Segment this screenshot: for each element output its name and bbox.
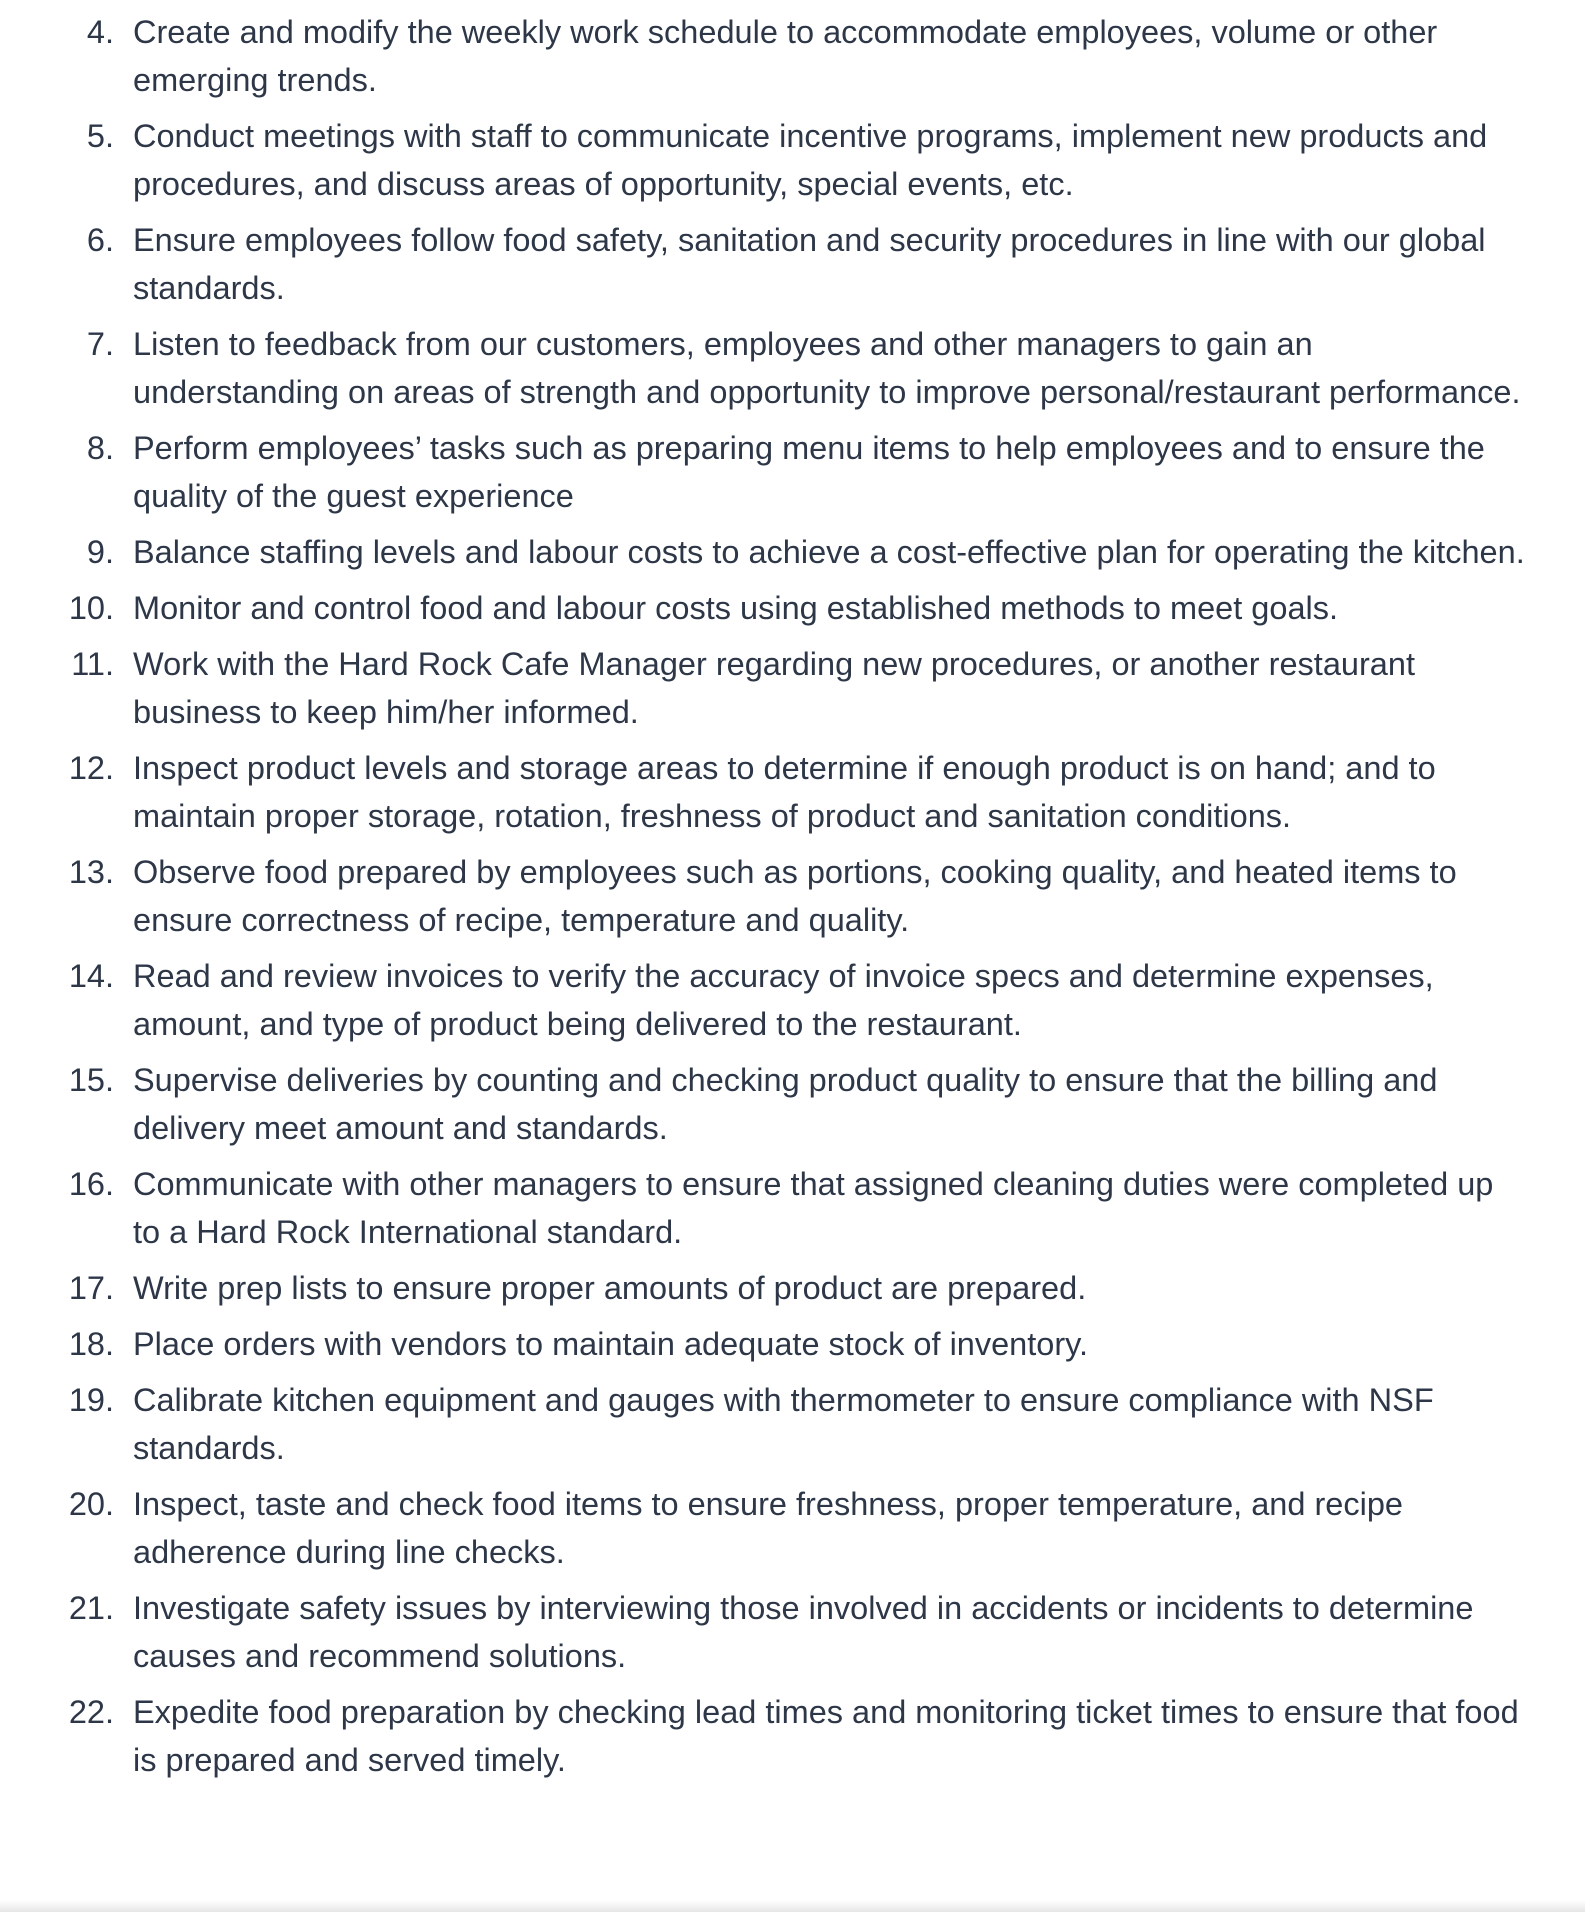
item-number: 19. bbox=[68, 1382, 114, 1418]
list-item bbox=[0, 112, 1585, 208]
item-text: Monitor and control food and labour costs using established methods to meet goals. bbox=[133, 590, 1339, 626]
item-text: Calibrate kitchen equipment and gauges with thermometer to ensure compliance with NSF standards. bbox=[133, 1382, 1434, 1466]
list-item bbox=[0, 848, 1585, 944]
list-item bbox=[0, 8, 1585, 104]
item-text: Communicate with other managers to ensure that assigned cleaning duties were completed up to a Hard Rock International standard. bbox=[133, 1166, 1494, 1250]
item-text: Create and modify the weekly work schedule to accommodate employees, volume or other emerging trends. bbox=[133, 14, 1438, 98]
list-item bbox=[0, 1584, 1585, 1680]
item-text: Work with the Hard Rock Cafe Manager regarding new procedures, or another restaurant business to keep him/her informed. bbox=[133, 646, 1415, 730]
item-number: 10. bbox=[68, 590, 114, 626]
item-text: Ensure employees follow food safety, sanitation and security procedures in line with our global standards. bbox=[133, 222, 1486, 306]
item-number: 16. bbox=[68, 1166, 114, 1202]
item-number: 9. bbox=[86, 534, 114, 570]
item-text: Inspect product levels and storage areas to determine if enough product is on hand; and to maintain proper storage, rotation, freshness of product and sanitation conditions. bbox=[133, 750, 1436, 834]
item-number: 20. bbox=[68, 1486, 114, 1522]
list-item bbox=[0, 1320, 1585, 1368]
item-number: 22. bbox=[68, 1694, 114, 1730]
item-text: Write prep lists to ensure proper amounts of product are prepared. bbox=[133, 1270, 1087, 1306]
list-item bbox=[0, 216, 1585, 312]
bottom-divider bbox=[0, 1900, 1585, 1912]
list-item bbox=[0, 528, 1585, 576]
list-item bbox=[0, 1056, 1585, 1152]
item-number: 21. bbox=[68, 1590, 114, 1626]
list-item bbox=[0, 584, 1585, 632]
item-text: Listen to feedback from our customers, employees and other managers to gain an understanding on areas of strength and opportunity to improve personal/restaurant performance. bbox=[133, 326, 1521, 410]
list-item bbox=[0, 1376, 1585, 1472]
list-item bbox=[0, 424, 1585, 520]
item-number: 4. bbox=[86, 14, 114, 50]
item-number: 8. bbox=[86, 430, 114, 466]
item-text: Place orders with vendors to maintain adequate stock of inventory. bbox=[133, 1326, 1089, 1362]
list-item bbox=[0, 320, 1585, 416]
item-number: 13. bbox=[68, 854, 114, 890]
item-text: Perform employees’ tasks such as preparing menu items to help employees and to ensure the quality of the guest experience bbox=[133, 430, 1485, 514]
item-number: 17. bbox=[68, 1270, 114, 1306]
list-item bbox=[0, 952, 1585, 1048]
list-item bbox=[0, 1688, 1585, 1784]
item-number: 15. bbox=[68, 1062, 114, 1098]
list-item bbox=[0, 640, 1585, 736]
item-text: Inspect, taste and check food items to ensure freshness, proper temperature, and recipe adherence during line checks. bbox=[133, 1486, 1404, 1570]
item-number: 6. bbox=[86, 222, 114, 258]
item-text: Balance staffing levels and labour costs to achieve a cost-effective plan for operating the kitchen. bbox=[133, 534, 1525, 570]
item-number: 12. bbox=[68, 750, 114, 786]
item-text: Conduct meetings with staff to communicate incentive programs, implement new products and procedures, and discuss areas of opportunity, special events, etc. bbox=[133, 118, 1488, 202]
item-number: 5. bbox=[86, 118, 114, 154]
item-number: 18. bbox=[68, 1326, 114, 1362]
item-number: 7. bbox=[86, 326, 114, 362]
list-item bbox=[0, 1480, 1585, 1576]
duties-list bbox=[0, 8, 1585, 1792]
item-text: Observe food prepared by employees such as portions, cooking quality, and heated items to ensure correctness of recipe, temperature and quality. bbox=[133, 854, 1457, 938]
list-item bbox=[0, 1160, 1585, 1256]
item-text: Investigate safety issues by interviewing those involved in accidents or incidents to determine causes and recommend solutions. bbox=[133, 1590, 1474, 1674]
item-number: 14. bbox=[68, 958, 114, 994]
list-item bbox=[0, 744, 1585, 840]
item-text: Expedite food preparation by checking lead times and monitoring ticket times to ensure that food is prepared and served timely. bbox=[133, 1694, 1519, 1778]
list-item bbox=[0, 1264, 1585, 1312]
item-text: Read and review invoices to verify the accuracy of invoice specs and determine expenses, amount, and type of product being delivered to the restaurant. bbox=[133, 958, 1434, 1042]
item-number: 11. bbox=[71, 646, 114, 682]
item-text: Supervise deliveries by counting and checking product quality to ensure that the billing and delivery meet amount and standards. bbox=[133, 1062, 1438, 1146]
